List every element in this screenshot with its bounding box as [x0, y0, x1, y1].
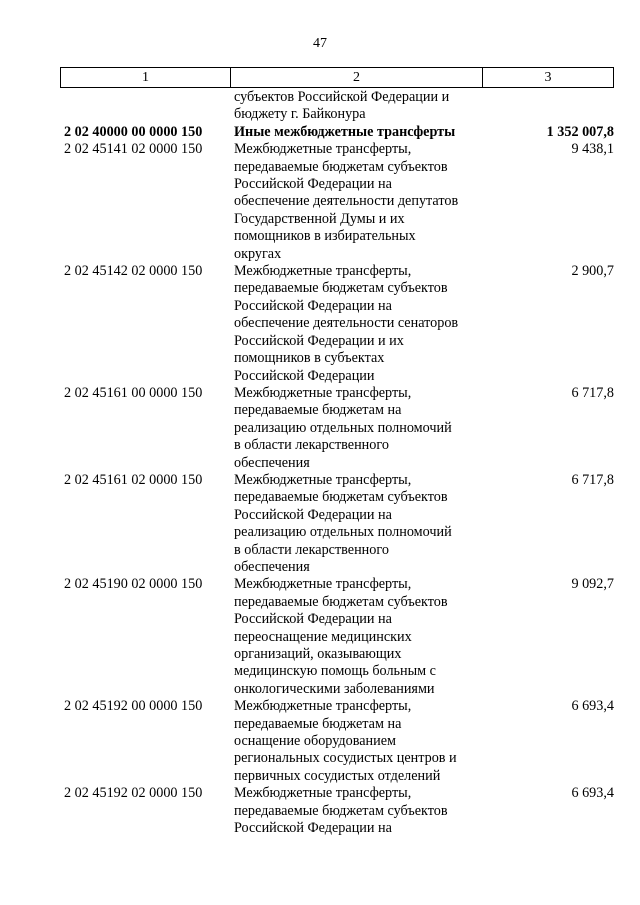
header-col-2: 2 [231, 68, 483, 88]
header-col-3: 3 [483, 68, 614, 88]
table-row [60, 124, 614, 141]
budget-code: 2 02 45190 02 0000 150 [64, 576, 203, 593]
budget-item-name: Межбюджетные трансферты, передаваемые бюджетам субъектов Российской Федерации на обеспечение деятельности сенаторов Российской Федерации и их помощников в субъектах Российской Федерации [234, 263, 459, 384]
budget-code: 2 02 45192 02 0000 150 [64, 785, 203, 802]
budget-amount: 2 900,7 [571, 263, 614, 280]
budget-item-name: субъектов Российской Федерации и бюджету г. Байконура [234, 89, 450, 123]
budget-amount: 6 717,8 [571, 471, 614, 488]
budget-amount: 9 438,1 [571, 141, 614, 158]
table-row [60, 89, 614, 124]
budget-code: 2 02 40000 00 0000 150 [64, 123, 203, 140]
budget-code: 2 02 45161 00 0000 150 [64, 384, 203, 401]
table-row [60, 576, 614, 698]
table-row [60, 141, 614, 263]
budget-item-name: Межбюджетные трансферты, передаваемые бюджетам на оснащение оборудованием региональных сосудистых центров и первичных сосудистых отделений [234, 698, 457, 784]
budget-amount: 6 717,8 [571, 384, 614, 401]
budget-amount: 6 693,4 [571, 785, 614, 802]
budget-item-name: Межбюджетные трансферты, передаваемые бюджетам субъектов Российской Федерации на переоснащение медицинских организаций, оказывающих медицинскую помощь больным с онкологическими заболеваниями [234, 576, 448, 697]
budget-amount: 6 693,4 [571, 698, 614, 715]
budget-code: 2 02 45141 02 0000 150 [64, 141, 203, 158]
budget-item-name: Межбюджетные трансферты, передаваемые бюджетам субъектов Российской Федерации на [234, 785, 448, 837]
table-row [60, 472, 614, 576]
table-row [60, 698, 614, 785]
table-body [60, 89, 614, 837]
budget-amount: 9 092,7 [571, 576, 614, 593]
table-row [60, 263, 614, 385]
budget-code: 2 02 45142 02 0000 150 [64, 263, 203, 280]
budget-item-name: Иные межбюджетные трансферты [234, 123, 456, 140]
header-col-1: 1 [61, 68, 231, 88]
budget-code: 2 02 45192 00 0000 150 [64, 698, 203, 715]
table-header [60, 67, 614, 88]
budget-item-name: Межбюджетные трансферты, передаваемые бюджетам субъектов Российской Федерации на обеспечение деятельности депутатов Государственной Думы и их помощников в избирательных округах [234, 141, 459, 262]
budget-amount: 1 352 007,8 [546, 123, 614, 140]
budget-item-name: Межбюджетные трансферты, передаваемые бюджетам на реализацию отдельных полномочий в области лекарственного обеспечения [234, 384, 452, 471]
table-row [60, 385, 614, 472]
table-row [60, 785, 614, 837]
budget-code: 2 02 45161 02 0000 150 [64, 471, 203, 488]
page-number: 47 [313, 36, 327, 51]
budget-item-name: Межбюджетные трансферты, передаваемые бюджетам субъектов Российской Федерации на реализацию отдельных полномочий в области лекарственного обеспечения [234, 471, 452, 575]
